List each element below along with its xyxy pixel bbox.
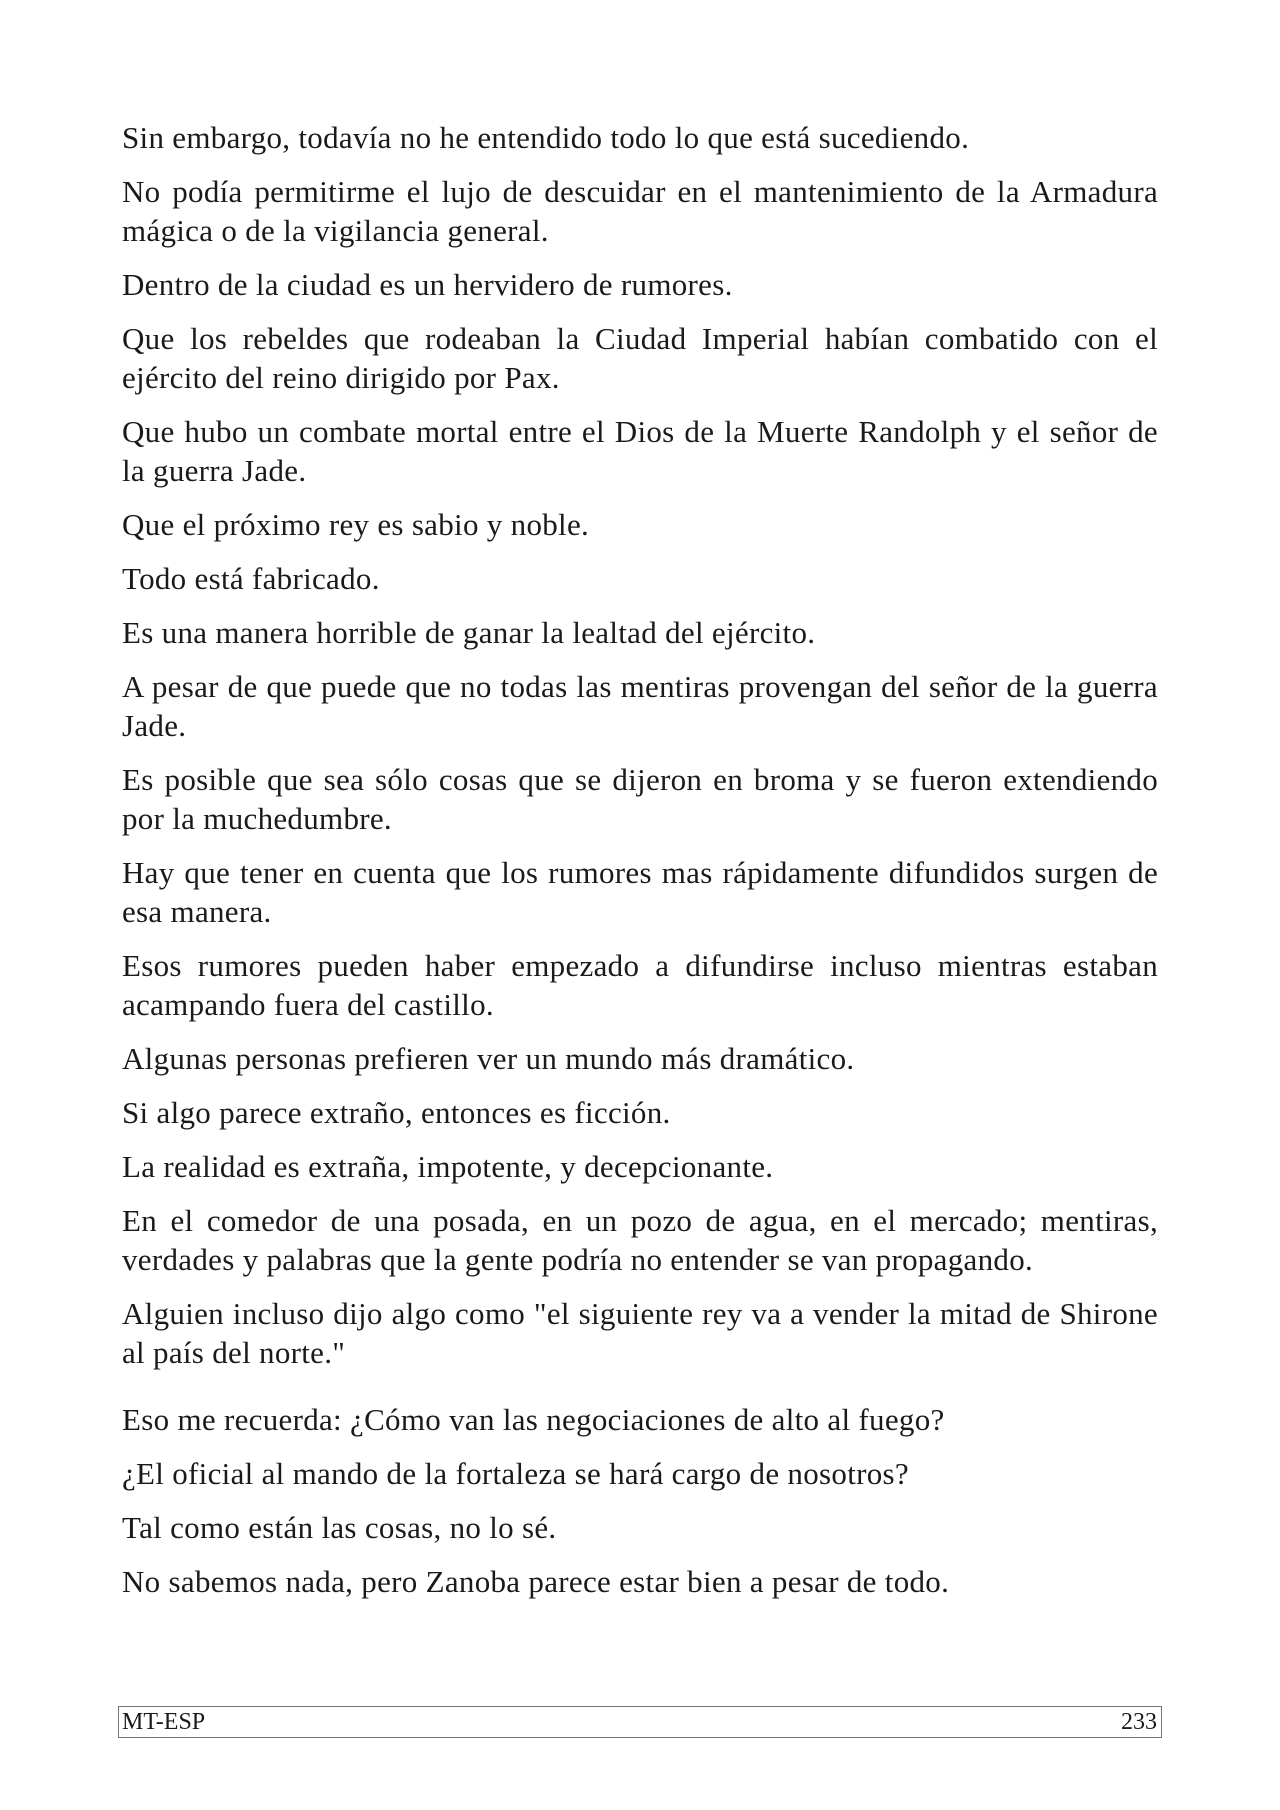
paragraph: Dentro de la ciudad es un hervidero de rumores. [122,267,733,302]
paragraph: La realidad es extraña, impotente, y decepcionante. [122,1149,774,1184]
paragraph: Hay que tener en cuenta que los rumores mas rápidamente difundidos surgen de esa manera. [122,855,1158,929]
paragraph: Todo está fabricado. [122,561,380,596]
paragraph: Si algo parece extraño, entonces es ficción. [122,1095,671,1130]
paragraph: Sin embargo, todavía no he entendido todo lo que está sucediendo. [122,120,970,155]
paragraph: Es una manera horrible de ganar la lealtad del ejército. [122,615,816,650]
body-text [122,118,1158,1616]
paragraph: Que el próximo rey es sabio y noble. [122,507,590,542]
paragraph: A pesar de que puede que no todas las mentiras provengan del señor de la guerra Jade. [122,669,1158,743]
paragraph: Algunas personas prefieren ver un mundo más dramático. [122,1041,855,1076]
page-footer [118,1706,1162,1738]
footer-label: MT-ESP [122,1709,206,1735]
paragraph: Que los rebeldes que rodeaban la Ciudad Imperial habían combatido con el ejército del reino dirigido por Pax. [122,321,1158,395]
paragraph: No podía permitirme el lujo de descuidar en el mantenimiento de la Armadura mágica o de la vigilancia general. [122,174,1158,248]
paragraph: Alguien incluso dijo algo como "el siguiente rey va a vender la mitad de Shirone al país del norte." [122,1296,1158,1370]
paragraph: Es posible que sea sólo cosas que se dijeron en broma y se fueron extendiendo por la muchedumbre. [122,762,1158,836]
paragraph: Tal como están las cosas, no lo sé. [122,1510,557,1545]
page-number: 233 [1121,1709,1157,1735]
paragraph: ¿El oficial al mando de la fortaleza se hará cargo de nosotros? [122,1456,909,1491]
paragraph: En el comedor de una posada, en un pozo de agua, en el mercado; mentiras, verdades y palabras que la gente podría no entender se van propagando. [122,1203,1158,1277]
paragraph: Eso me recuerda: ¿Cómo van las negociaciones de alto al fuego? [122,1402,945,1437]
paragraph: Que hubo un combate mortal entre el Dios de la Muerte Randolph y el señor de la guerra Jade. [122,414,1158,488]
paragraph: No sabemos nada, pero Zanoba parece estar bien a pesar de todo. [122,1564,950,1599]
paragraph: Esos rumores pueden haber empezado a difundirse incluso mientras estaban acampando fuera del castillo. [122,948,1158,1022]
